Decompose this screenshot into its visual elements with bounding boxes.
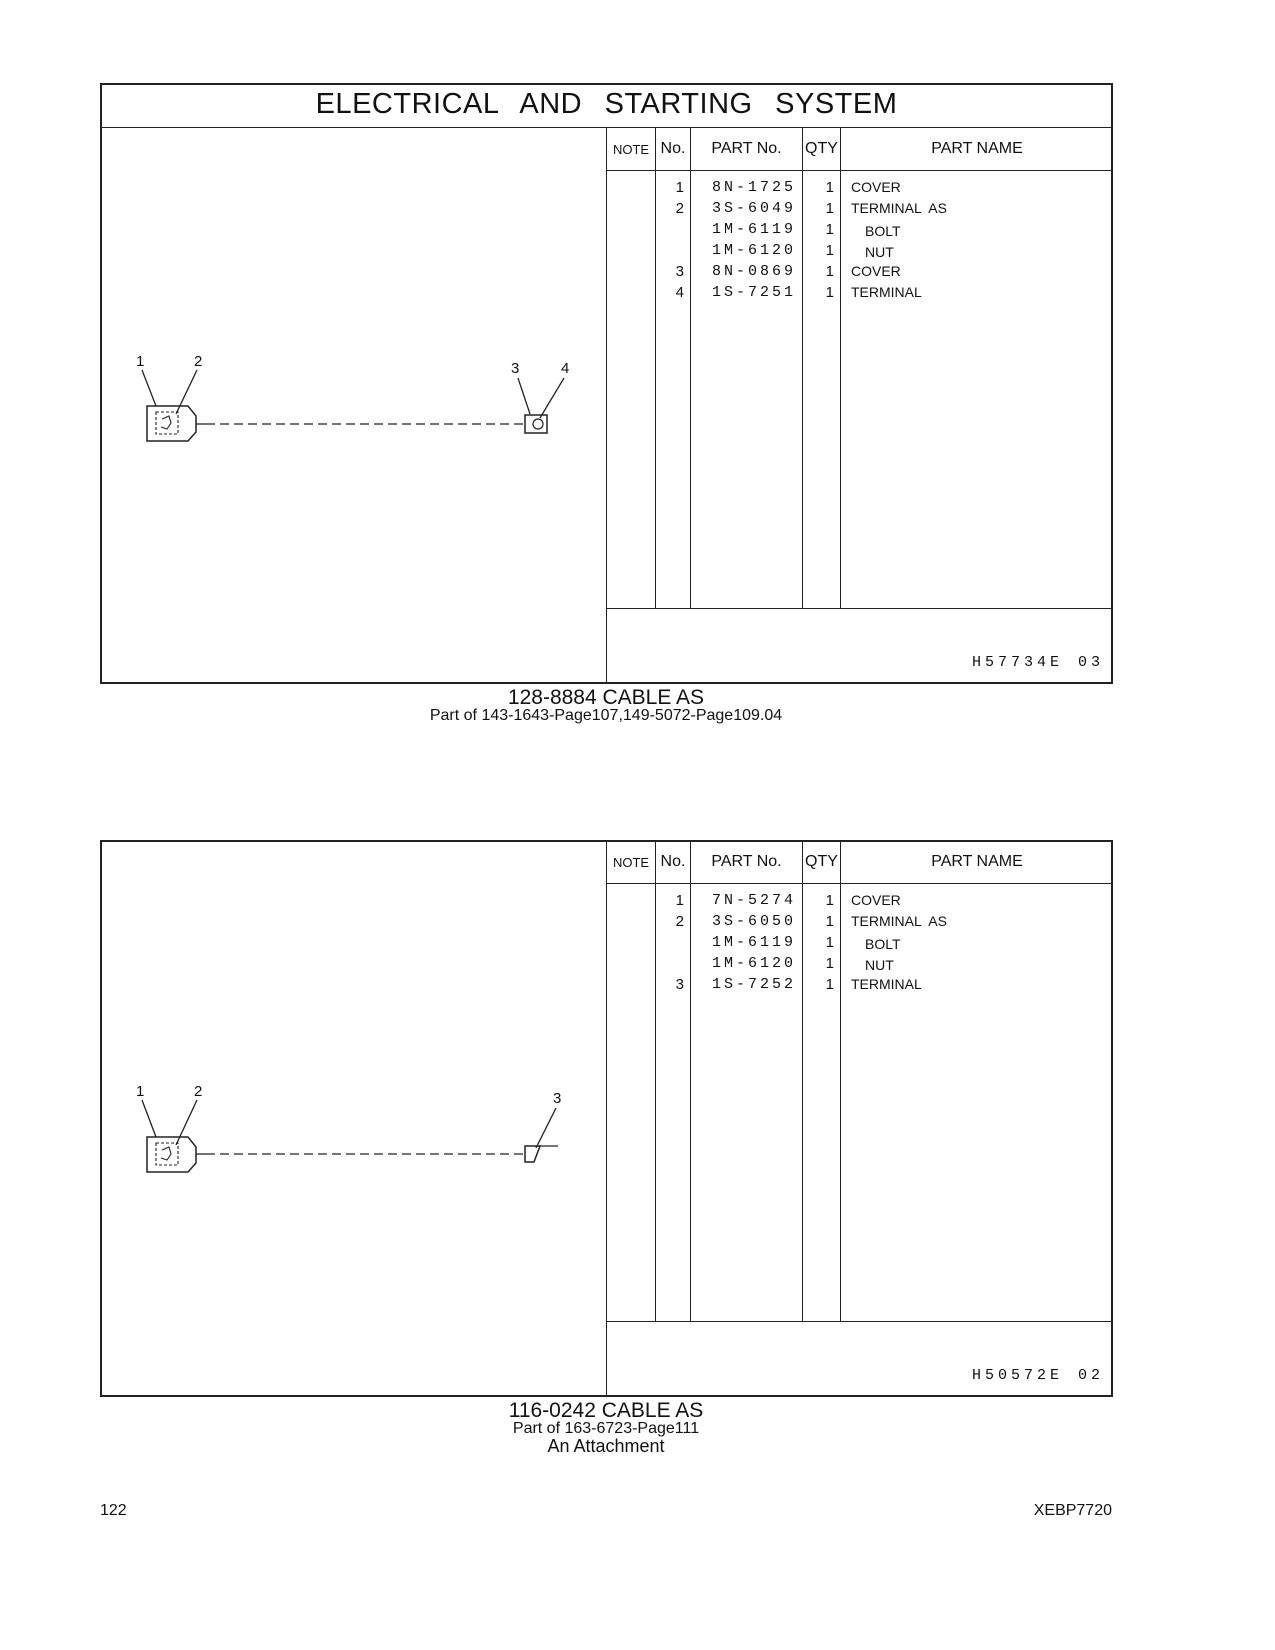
quantity: 1 [825, 263, 834, 280]
callout-4: 4 [561, 360, 570, 377]
cable-diagram-1 [100, 340, 606, 460]
header-no-2: No. [660, 853, 686, 870]
header-qty: QTY [805, 140, 838, 157]
callout-1: 1 [136, 353, 145, 370]
part-number: 1S-7252 [711, 976, 796, 993]
quantity: 1 [825, 976, 834, 993]
quantity: 1 [825, 892, 834, 909]
quantity: 1 [825, 913, 834, 930]
illustration-rev-1: 03 [1078, 654, 1105, 671]
part-number: 8N-0869 [711, 263, 796, 280]
illustration-rev-2: 02 [1078, 1367, 1105, 1384]
quantity: 1 [825, 179, 834, 196]
part-name: COVER [851, 179, 901, 195]
header-part-no-2: PART No. [711, 853, 782, 870]
document-id: XEBP7720 [1033, 1502, 1112, 1519]
item-number: 2 [675, 913, 684, 930]
header-part-name-2: PART NAME [931, 853, 1023, 870]
header-qty-2: QTY [805, 853, 838, 870]
part-number: 7N-5274 [711, 892, 796, 909]
item-number: 1 [675, 179, 684, 196]
part-number: 1M-6120 [711, 242, 796, 259]
part-name: BOLT [865, 936, 901, 952]
part-number: 1M-6120 [711, 955, 796, 972]
page-title: ELECTRICAL AND STARTING SYSTEM [315, 88, 898, 120]
part-name: TERMINAL AS [851, 200, 947, 216]
part-name: NUT [865, 244, 894, 260]
callout-2-b: 2 [194, 1083, 203, 1100]
part-name: COVER [851, 892, 901, 908]
quantity: 1 [825, 242, 834, 259]
quantity: 1 [825, 221, 834, 238]
part-name: NUT [865, 957, 894, 973]
callout-3-b: 3 [553, 1090, 562, 1107]
part-name: COVER [851, 263, 901, 279]
item-number: 4 [675, 284, 684, 301]
callout-2: 2 [194, 353, 203, 370]
quantity: 1 [825, 284, 834, 301]
cable-diagram-2 [100, 1072, 606, 1192]
part-number: 8N-1725 [711, 179, 796, 196]
item-number: 1 [675, 892, 684, 909]
part-name: TERMINAL [851, 976, 922, 992]
header-note: NOTE [612, 142, 650, 157]
part-name: BOLT [865, 223, 901, 239]
quantity: 1 [825, 934, 834, 951]
callout-3: 3 [511, 360, 520, 377]
part-number: 1M-6119 [711, 221, 796, 238]
caption-title-2: 116-0242 CABLE AS [508, 1399, 704, 1422]
part-number: 1M-6119 [711, 934, 796, 951]
quantity: 1 [825, 200, 834, 217]
part-number: 3S-6049 [711, 200, 796, 217]
item-number: 3 [675, 263, 684, 280]
caption-extra-2: An Attachment [547, 1436, 665, 1456]
caption-title-1: 128-8884 CABLE AS [507, 686, 705, 709]
caption-sub-1: Part of 143-1643-Page107,149-5072-Page109.04 [429, 707, 783, 724]
item-number: 2 [675, 200, 684, 217]
page-number: 122 [100, 1502, 127, 1519]
header-part-no: PART No. [711, 140, 782, 157]
header-no: No. [660, 140, 686, 157]
quantity: 1 [825, 955, 834, 972]
illustration-code-2: H50572E [972, 1367, 1064, 1384]
illustration-code-1: H57734E [972, 654, 1064, 671]
part-name: TERMINAL AS [851, 913, 947, 929]
item-number: 3 [675, 976, 684, 993]
header-part-name: PART NAME [931, 140, 1023, 157]
part-name: TERMINAL [851, 284, 922, 300]
part-number: 1S-7251 [711, 284, 796, 301]
callout-1-b: 1 [136, 1083, 145, 1100]
part-number: 3S-6050 [711, 913, 796, 930]
header-note-2: NOTE [612, 855, 650, 870]
caption-sub-2: Part of 163-6723-Page111 [512, 1420, 700, 1437]
